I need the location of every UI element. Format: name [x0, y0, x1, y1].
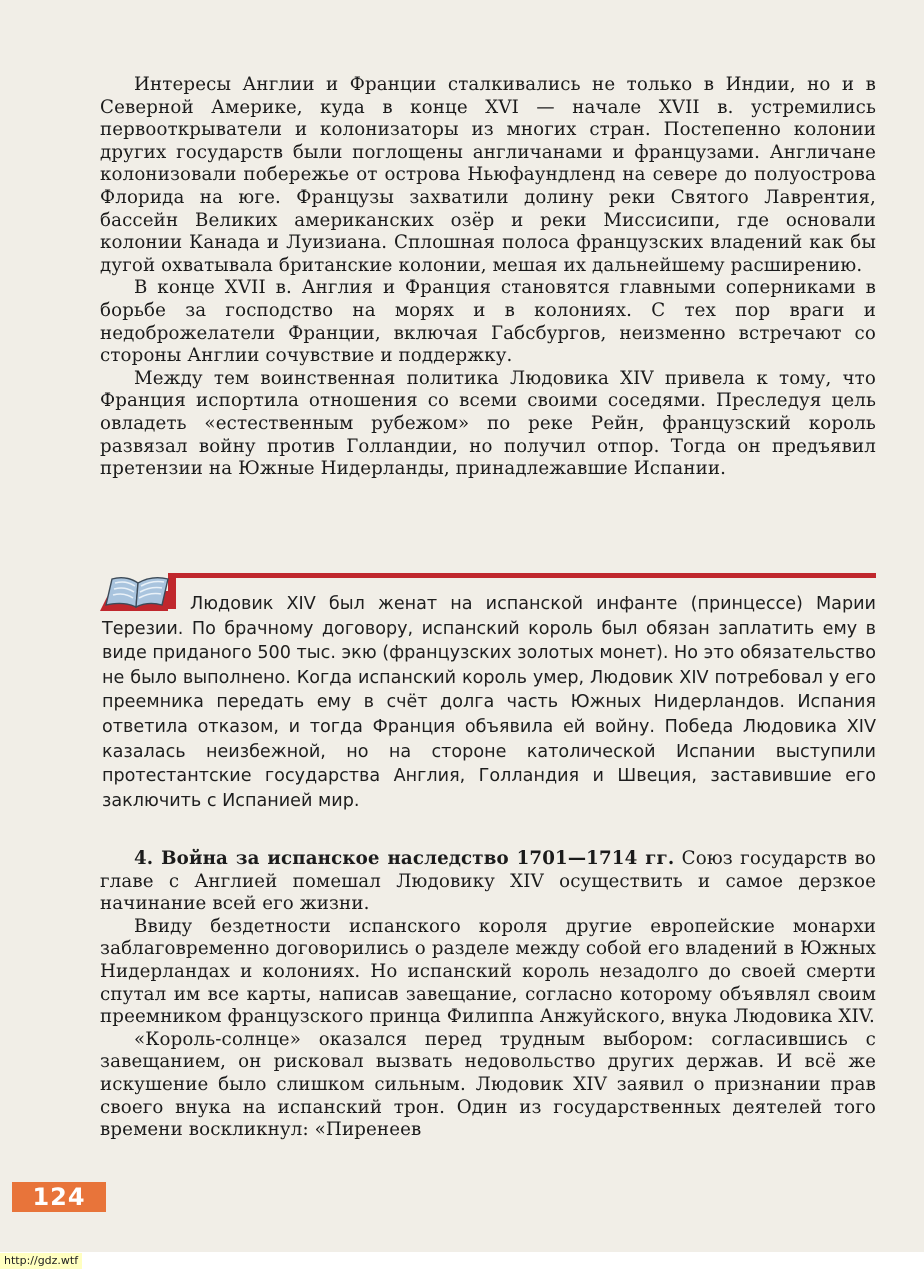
watermark-link[interactable]: http://gdz.wtf — [0, 1253, 82, 1269]
section-lead — [100, 848, 876, 916]
paragraph-childless-king: Ввиду бездетности испанского короля другие европейские монархи заблаговременно договорились о разделе между собой его владений в Южных Нидерландах и колониях. Но испанский король незадолго до своей смерти спутал им все карты, написав завещание, согласно которому объявлял своим преемником французского принца Филиппа Анжуйского, внука Людовика XIV. — [100, 915, 876, 1028]
paragraph-rivals: В конце XVII в. Англия и Франция становятся главными соперниками в борьбе за господство на морях и в колониях. С тех пор враги и недоброжелатели Франции, включая Габсбургов, неизменно встречают со стороны Англии сочувствие и поддержку. — [100, 277, 876, 367]
paragraph-louis-policy: Между тем воинственная политика Людовика XIV привела к тому, что Франция испортила отношения со всеми своими соседями. Преследуя цель овладеть «естественным рубежом» по реке Рейн, французский король развязал войну против Голландии, но получил отпор. Тогда он предъявил претензии на Южные Нидерланды, принадлежавшие Испании. — [100, 367, 876, 480]
info-box-text: Людовик XIV был женат на испанской инфанте (принцессе) Марии Терезии. По брачному договору, испанский король был обязан заплатить ему в виде приданого 500 тыс. экю (французских золотых монет). Но это обязательство не было выполнено. Когда испанский король умер, Людовик XIV потребовал у его преемника передать ему в счёт долга часть Южных Нидерландов. Испания ответила отказом, и тогда Франция объявила ей войну. Победа Людовика XIV казалась неизбежной, но на стороне католической Испании выступили протестантские государства Англия, Голландия и Швеция, заставившие его заключить с Испанией мир. — [102, 594, 876, 811]
page-number: 124 — [12, 1182, 106, 1212]
paragraph-sun-king-choice: «Король-солнце» оказался перед трудным выбором: согласившись с завещанием, он рисковал вызвать недовольство других держав. И всё же искушение было слишком сильным. Людовик XIV заявил о признании прав своего внука на испанский трон. Один из государственных деятелей того времени воскликнул: «Пиренеев — [100, 1028, 876, 1141]
paragraph-colonies: Интересы Англии и Франции сталкивались не только в Индии, но и в Северной Америке, куда в конце XVI — начале XVII в. устремились первооткрыватели и колонизаторы из многих стран. Постепенно колонии других государств были поглощены англичанами и французами. Англичане колонизовали побережье от острова Ньюфаундленд на севере до полуострова Флорида на юге. Французы захватили долину реки Святого Лаврентия, бассейн Великих американских озёр и реки Миссисипи, где основали колонии Канада и Луизиана. Сплошная полоса французских владений как бы дугой охватывала британские колонии, мешая их дальнейшему расширению. — [100, 74, 876, 276]
section-lead-text: Союз государств во главе с Англией помешал Людовику XIV осуществить и самое дерзкое начинание всей его жизни. — [100, 848, 877, 915]
section-spanish-succession — [100, 848, 876, 1142]
main-text — [100, 74, 876, 481]
section-heading: 4. Война за испанское наследство 1701—1714 гг. — [134, 848, 675, 869]
